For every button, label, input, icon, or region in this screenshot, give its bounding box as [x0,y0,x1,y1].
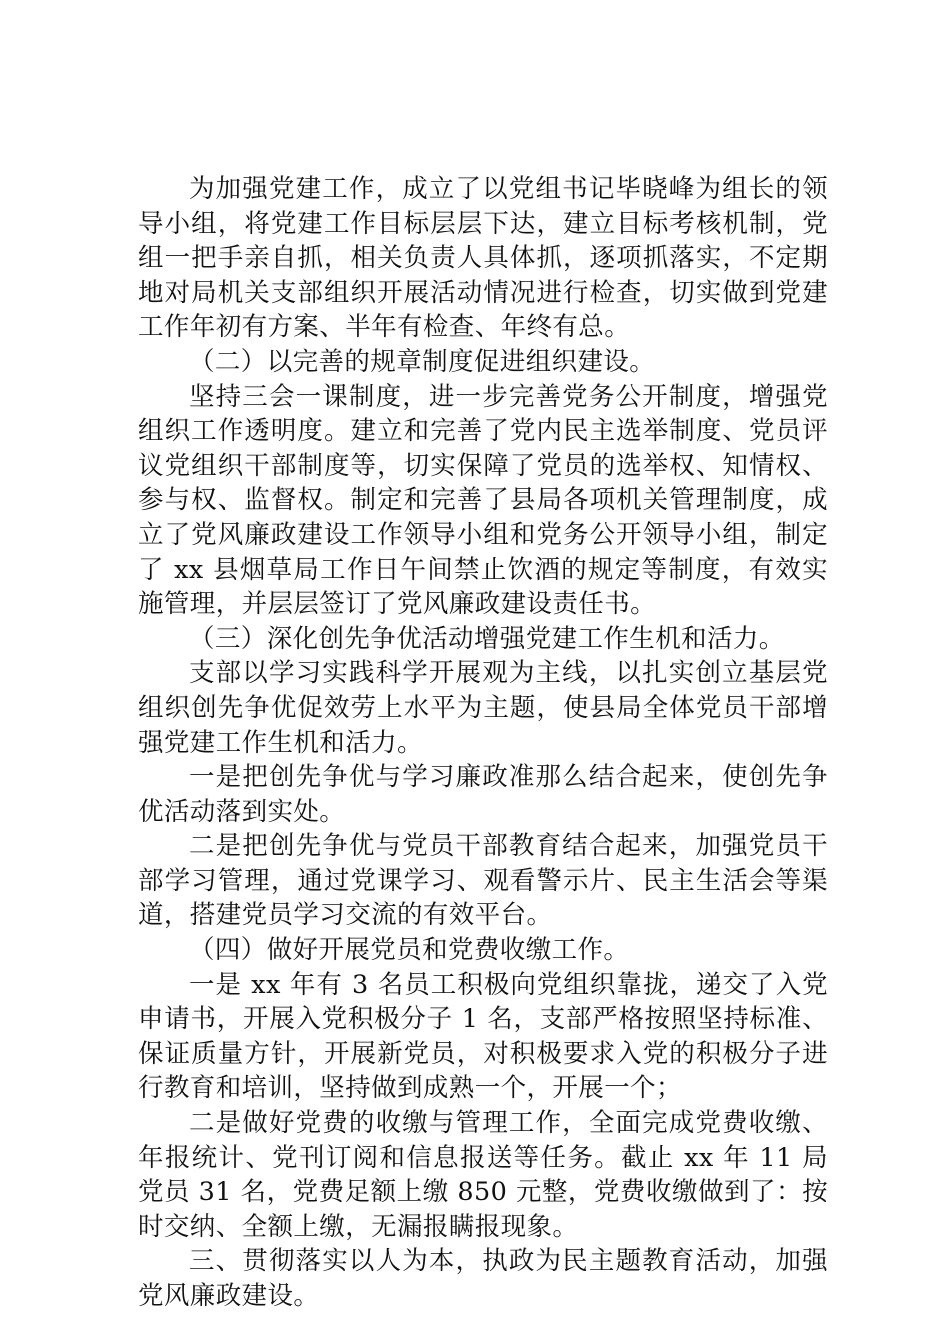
document-body [138,172,828,1314]
paragraph-point-one: 一是把创先争优与学习廉政准那么结合起来，使创先争优活动落到实处。 [138,762,828,827]
paragraph-leadership-group: 为加强党建工作，成立了以党组书记毕晓峰为组长的领导小组，将党建工作目标层层下达，建立目标考核机制，党组一把手亲自抓，相关负责人具体抓，逐项抓落实，不定期地对局机关支部组织开展活动情况进行检查，切实做到党建工作年初有方案、半年有检查、年终有总。 [138,174,828,343]
heading-section-4: （四）做好开展党员和党费收缴工作。 [189,935,630,966]
paragraph-rules-system: 坚持三会一课制度，进一步完善党务公开制度，增强党组织工作透明度。建立和完善了党内民主选举制度、党员评议党组织干部制度等，切实保障了党员的选举权、知情权、参与权、监督权。制定和完善了县局各项机关管理制度，成立了党风廉政建设工作领导小组和党务公开领导小组，制定了 xx 县烟草局工作日午间禁止饮酒的规定等制度，有效实施管理，并层层签订了党风廉政建设责任书。 [138,381,828,620]
paragraph-new-members: 一是 xx 年有 3 名员工积极向党组织靠拢，递交了入党申请书，开展入党积极分子 1 名，支部严格按照坚持标准、保证质量方针，开展新党员，对积极要求入党的积极分子进行教育和培训，坚持做到成熟一个，开展一个； [138,969,828,1104]
heading-section-3: （三）深化创先争优活动增强党建工作生机和活力。 [189,623,785,654]
paragraph-branch-theme: 支部以学习实践科学开展观为主线，以扎实创立基层党组织创先争优促效劳上水平为主题，使县局全体党员干部增强党建工作生机和活力。 [138,658,828,758]
paragraph-point-two: 二是把创先争优与党员干部教育结合起来，加强党员干部学习管理，通过党课学习、观看警示片、民主生活会等渠道，搭建党员学习交流的有效平台。 [138,831,828,931]
heading-part-three: 三、贯彻落实以人为本，执政为民主题教育活动，加强党风廉政建设。 [138,1246,828,1311]
heading-section-2: （二）以完善的规章制度促进组织建设。 [189,346,656,377]
paragraph-party-dues: 二是做好党费的收缴与管理工作，全面完成党费收缴、年报统计、党刊订阅和信息报送等任务。截止 xx 年 11 局党员 31 名，党费足额上缴 850 元整，党费收缴做到了：按时交纳、全额上缴，无漏报瞒报现象。 [138,1108,828,1242]
